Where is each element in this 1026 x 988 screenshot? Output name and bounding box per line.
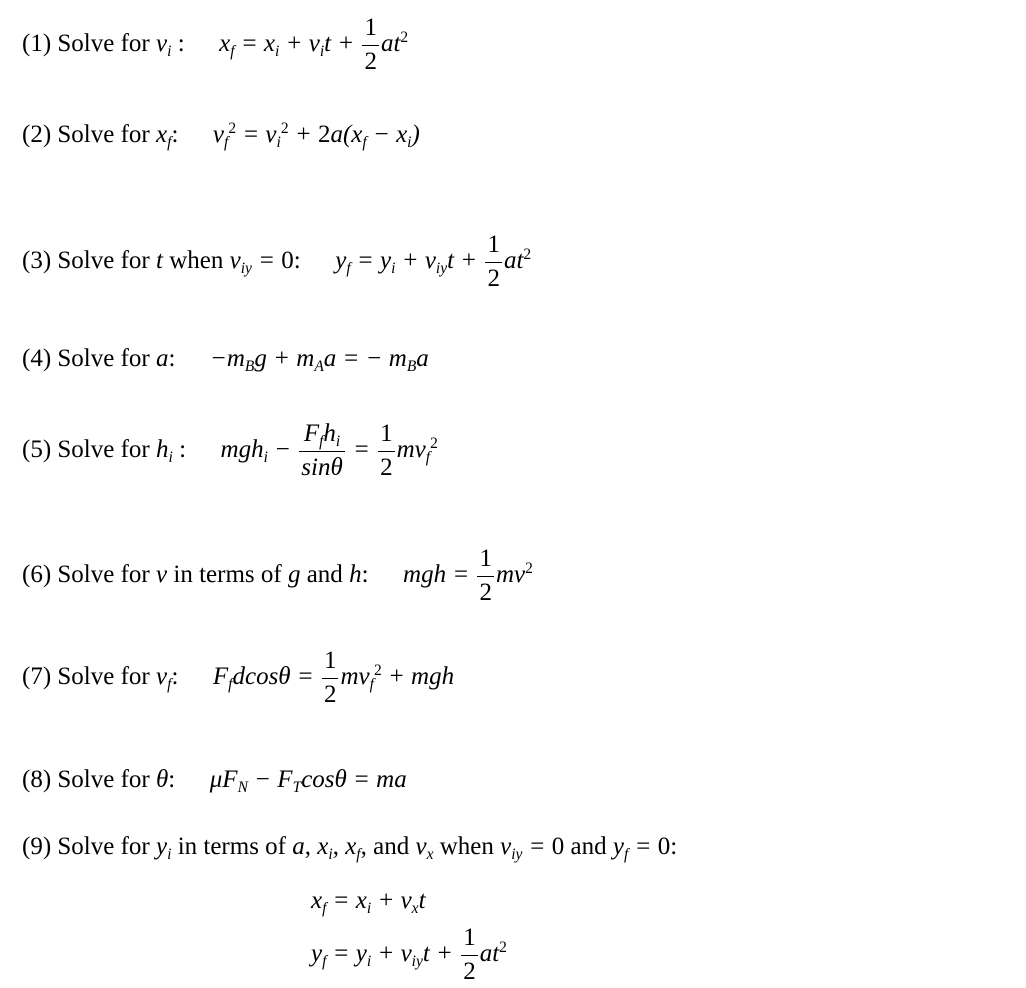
target-variable: $x_f$ xyxy=(156,121,172,152)
conjunction: and xyxy=(306,560,343,588)
condition-word: when xyxy=(439,833,494,860)
system-equation-1: $x_f = x_i + v_xt$ xyxy=(311,887,426,918)
problem-lead: Solve for xyxy=(57,560,150,588)
target-variable: $v_i$ xyxy=(156,29,172,61)
problem-number: (1) xyxy=(22,29,52,57)
problem-1: (1) Solve for $v_i$ : $x_f = x_i + v_it$ + $\frac{1}{2}$ $at^2$ xyxy=(22,14,409,75)
variable-g: g xyxy=(287,560,301,588)
target-variable: $v_f$ xyxy=(156,662,172,694)
equation: $\mu F_N - F_T\cos\theta$ = ma xyxy=(209,766,407,797)
condition-2: $y_f = 0$ xyxy=(612,833,671,864)
problem-number: (2) xyxy=(22,121,52,148)
problem-8: (8) Solve for θ: $\mu F_N - F_T\cos\theta$ = ma xyxy=(22,766,407,797)
condition: $v_{iy} = 0$ xyxy=(229,246,294,278)
problem-3: (3) Solve for t when $v_{iy} = 0$: $y_f = y_i + v_{iy}t$ + $\frac{1}{2}$ $at^2$ xyxy=(22,231,532,292)
equation: mgh$_i$ − $\frac{F_fh_i}{\sin\theta}$ = $\frac{1}{2}$ $mv_f^2$ xyxy=(220,420,438,481)
equation: $v_f^2 = v_i^2 + 2a(x_f - x_i)$ xyxy=(212,120,420,152)
problem-number: (7) xyxy=(22,662,52,690)
problem-lead: Solve for xyxy=(57,833,150,860)
problem-lead: Solve for xyxy=(57,766,150,793)
target-variable: t xyxy=(156,246,163,274)
target-variable: $h_i$ xyxy=(156,435,173,467)
problem-4: (4) Solve for a: $-m_Bg + m_Aa$ = − $m_Ba$ xyxy=(22,345,429,376)
problem-2: (2) Solve for $x_f$: $v_f^2 = v_i^2 + 2a(x_f - x_i)$ xyxy=(22,120,420,152)
problem-number: (9) xyxy=(22,833,52,860)
problem-lead: Solve for xyxy=(57,246,150,274)
equation: $-m_Bg + m_Aa$ = − $m_Ba$ xyxy=(209,345,429,376)
problem-lead: Solve for xyxy=(57,29,150,57)
equation: $x_f = x_i + v_it$ + $\frac{1}{2}$ $at^2$ xyxy=(219,14,409,75)
problem-lead: Solve for xyxy=(57,662,150,690)
condition-1: $v_{iy} = 0$ xyxy=(500,833,565,864)
problem-number: (3) xyxy=(22,246,52,274)
problem-lead: Solve for xyxy=(57,121,150,148)
problem-5: (5) Solve for $h_i$ : mgh$_i$ − $\frac{F_fh_i}{\sin\theta}$ = $\frac{1}{2}$ $mv_f^2$ xyxy=(22,420,438,481)
problem-7: (7) Solve for $v_f$: $F_fdcos\theta$ = $\frac{1}{2}$ $mv_f^2$ + mgh xyxy=(22,647,455,708)
system-equation-2: $y_f = y_i + v_{iy}t$ + $\frac{1}{2}$ $at^2$ xyxy=(311,924,507,985)
equation: mgh = $\frac{1}{2}$ $mv^2$ xyxy=(403,545,533,606)
target-variable: θ xyxy=(156,766,169,793)
target-variable: v xyxy=(156,560,168,588)
target-variable: a xyxy=(156,345,169,372)
problem-number: (8) xyxy=(22,766,52,793)
equation: $y_f = y_i + v_{iy}t$ + $\frac{1}{2}$ $at^2$ xyxy=(335,231,532,292)
problem-lead: Solve for xyxy=(57,345,150,372)
problem-6: (6) Solve for v in terms of g and h: mgh = $\frac{1}{2}$ $mv^2$ xyxy=(22,545,533,606)
variable-list: a xyxy=(292,833,305,860)
problem-number: (6) xyxy=(22,560,52,588)
conjunction: and xyxy=(373,833,410,860)
problem-number: (5) xyxy=(22,435,52,463)
target-variable: $y_i$ xyxy=(156,833,172,864)
problem-lead: Solve for xyxy=(57,435,150,463)
equation: $F_fdcos\theta$ = $\frac{1}{2}$ $mv_f^2$ + mgh xyxy=(212,647,455,708)
variable-h: h xyxy=(349,560,362,588)
problem-9: (9) Solve for $y_i$ in terms of a, $x_i$, $x_f$, and $v_x$ when $v_{iy} = 0$ and $y_f = 0$: xyxy=(22,833,678,864)
problem-number: (4) xyxy=(22,345,52,372)
in-terms-of: in terms of xyxy=(173,560,282,588)
conjunction-2: and xyxy=(570,833,607,860)
in-terms-of: in terms of xyxy=(177,833,287,860)
condition-word: when xyxy=(169,246,224,274)
